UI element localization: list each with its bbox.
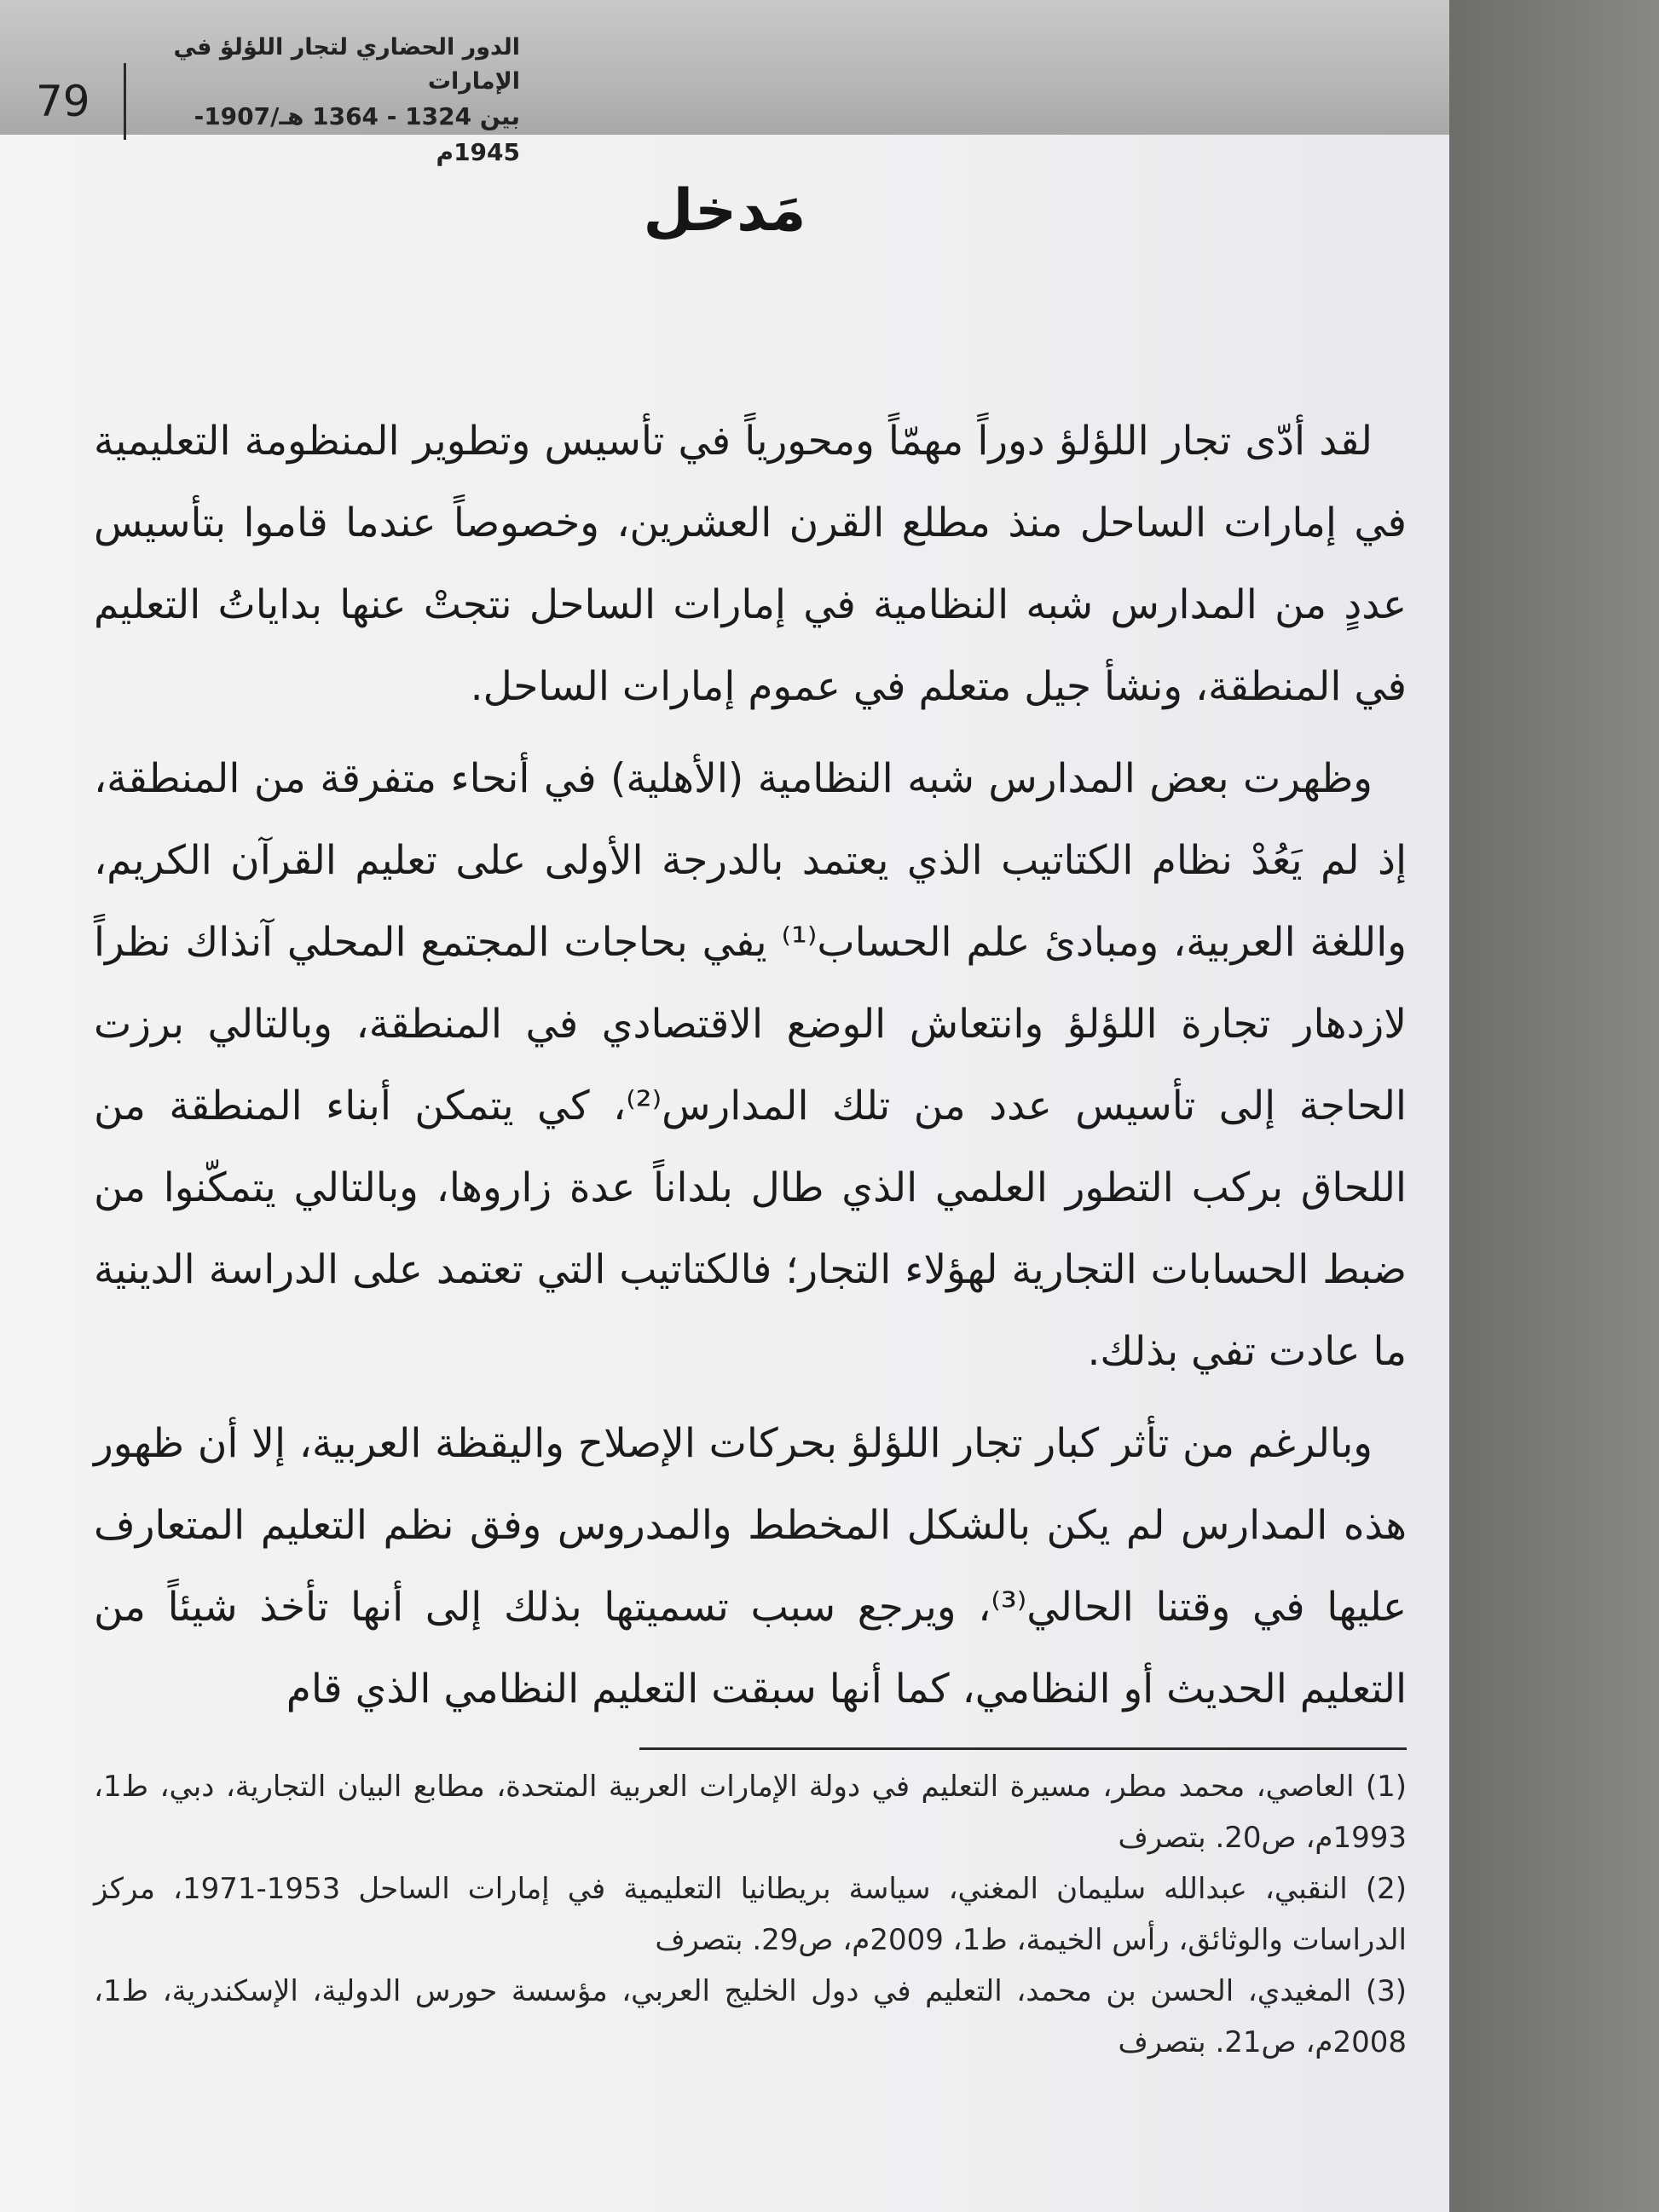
paragraph: وبالرغم من تأثر كبار تجار اللؤلؤ بحركات الإصلاح واليقظة العربية، إلا أن ظهور هذه المدارس لم يكن بالشكل المخطط والمدروس وفق نظم التعليم المتعارف عليها في وقتنا الحالي⁽³⁾، ويرجع سبب تسميتها بذلك إلى أنها تأخذ شيئاً من التعليم الحديث أو النظامي، كما أنها سبقت التعليم النظامي الذي قام	[94, 1420, 1407, 1712]
running-title: الدور الحضاري لتجار اللؤلؤ في الإمارات	[173, 34, 520, 95]
footnote: (3) المغيدي، الحسن بن محمد، التعليم في دول الخليج العربي، مؤسسة حورس الدولية، الإسكندرية، ط1، 2008م، ص21. بتصرف	[94, 1974, 1407, 2059]
body-text	[94, 401, 1407, 1741]
adjacent-page-edge	[1449, 0, 1659, 2212]
page-header	[0, 0, 1449, 166]
page-number: 79	[36, 77, 90, 126]
running-head	[136, 31, 520, 170]
header-divider	[124, 63, 126, 140]
running-subtitle: بين 1324 - 1364 هـ/1907-1945م	[194, 102, 520, 166]
paragraph: وظهرت بعض المدارس شبه النظامية (الأهلية) في أنحاء متفرقة من المنطقة، إذ لم يَعُدْ نظام الكتاتيب الذي يعتمد بالدرجة الأولى على تعليم القرآن الكريم، واللغة العربية، ومبادئ علم الحساب⁽¹⁾ يفي بحاجات المجتمع المحلي آنذاك نظراً لازدهار تجارة اللؤلؤ وانتعاش الوضع الاقتصادي في المنطقة، وبالتالي برزت الحاجة إلى تأسيس عدد من تلك المدارس⁽²⁾، كي يتمكن أبناء المنطقة من اللحاق بركب التطور العلمي الذي طال بلداناً عدة زاروها، وبالتالي يتمكّنوا من ضبط الحسابات التجارية لهؤلاء التجار؛ فالكتاتيب التي تعتمد على الدراسة الدينية ما عادت تفي بذلك.	[94, 755, 1407, 1375]
section-title: مَدخل	[643, 177, 806, 245]
footnote: (2) النقبي، عبدالله سليمان المغني، سياسة بريطانيا التعليمية في إمارات الساحل 1953-1971، مركز الدراسات والوثائق، رأس الخيمة، ط1، 2009م، ص29. بتصرف	[94, 1872, 1407, 1957]
paragraph: لقد أدّى تجار اللؤلؤ دوراً مهمّاً ومحورياً في تأسيس وتطوير المنظومة التعليمية في إمارات الساحل منذ مطلع القرن العشرين، وخصوصاً عندما قاموا بتأسيس عددٍ من المدارس شبه النظامية في إمارات الساحل نتجتْ عنها بداياتُ التعليم في المنطقة، ونشأ جيل متعلم في عموم إمارات الساحل.	[94, 418, 1407, 710]
footnote: (1) العاصي، محمد مطر، مسيرة التعليم في دولة الإمارات العربية المتحدة، مطابع البيان التجارية، دبي، ط1، 1993م، ص20. بتصرف	[94, 1770, 1407, 1855]
footnotes	[94, 1761, 1407, 2068]
footnote-divider	[639, 1747, 1407, 1750]
